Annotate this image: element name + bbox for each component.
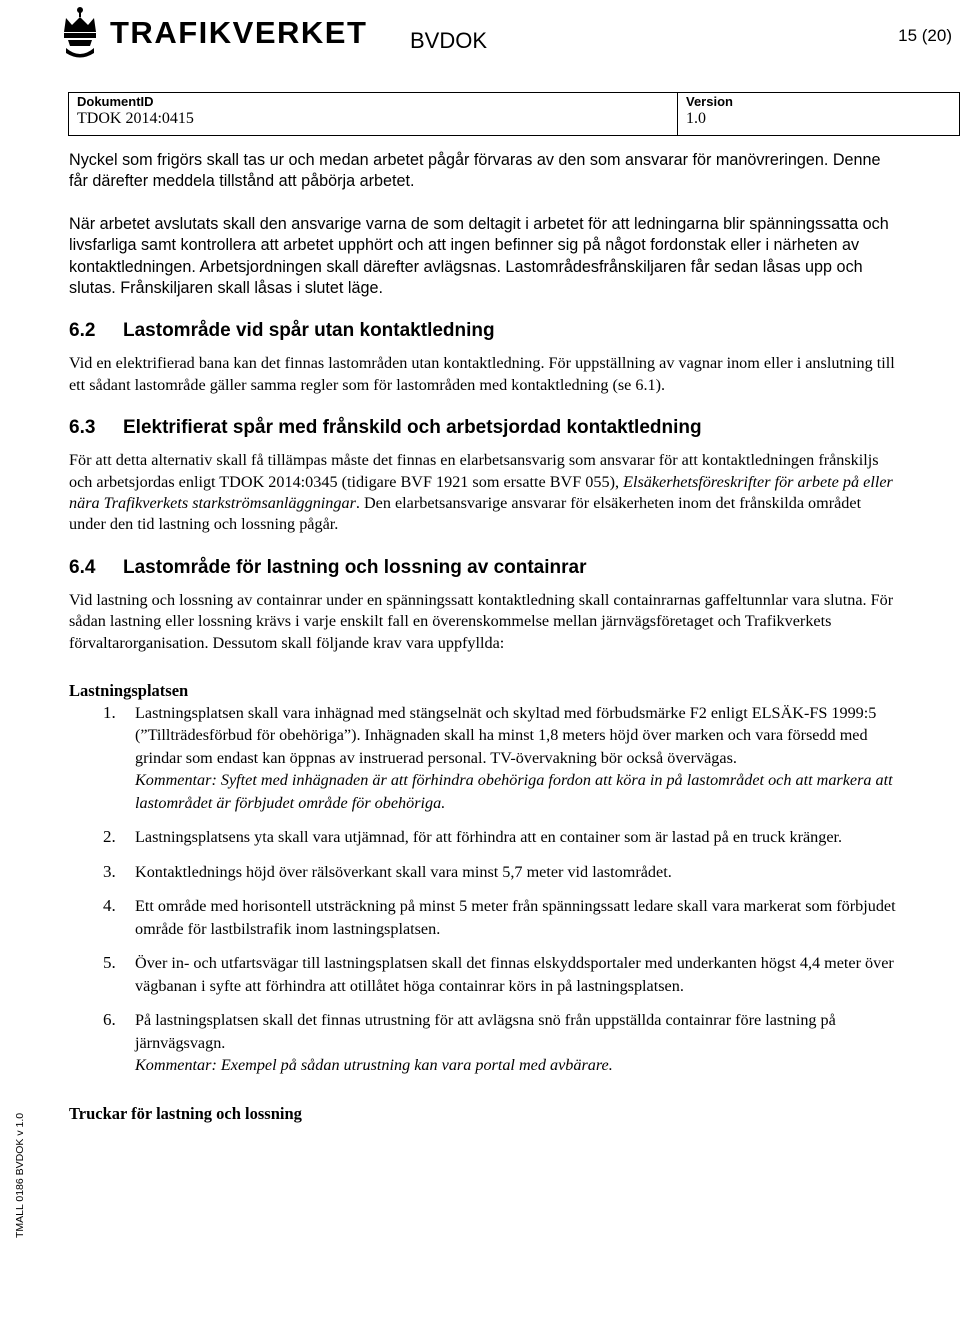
- version-value: 1.0: [686, 110, 706, 127]
- list-item-comment: Kommentar: Exempel på sådan utrustning kan vara portal med avbärare.: [135, 1056, 613, 1074]
- list-item-comment: Kommentar: Syftet med inhägnaden är att förhindra obehöriga fordon att köra in på lastområdet och att markera att lastområdet är förbjudet område för obehöriga.: [135, 771, 893, 812]
- regulation-title: Elsäkerhetsföreskrifter för arbete på eller nära Trafikverkets starkströmsanläggningar: [69, 472, 893, 513]
- trafikverket-logo: [60, 6, 367, 58]
- page-header: [0, 0, 960, 90]
- template-id: [10, 1100, 24, 1240]
- list-item: [69, 826, 899, 849]
- list-item-number: 2.: [103, 827, 116, 846]
- list-item-text: Ett område med horisontell utsträckning på minst 5 meter från spänningssatt ledare skall vara markerat som förbjudet område för lastbilstrafik inom lastningsplatsen.: [135, 897, 896, 938]
- section-heading-6-3: [69, 416, 899, 440]
- list-item: [69, 1009, 899, 1077]
- logo-text: TRAFIKVERKET: [110, 14, 368, 50]
- list-item-text: Över in- och utfartsvägar till lastningsplatsen skall det finnas elskyddsportaler med underkanten högst 4,4 meter över vägbanan i syfte att förhindra att otillåtet höga containrar körs in på lastningsplatsen.: [135, 954, 894, 995]
- body-text: . Den elarbetsansvarige ansvarar för elsäkerheten inom det frånskilda området under den tid lastning och lossning pågår.: [69, 494, 862, 534]
- section-title: Lastområde vid spår utan kontaktledning: [123, 320, 495, 342]
- list-item-number: 3.: [103, 861, 116, 881]
- list-item-text: Lastningsplatsens yta skall vara utjämnad, för att förhindra att en container som är lastad på en truck kränger.: [135, 828, 843, 846]
- list-item-number: 1.: [103, 702, 116, 722]
- section-heading-6-4: [69, 556, 899, 580]
- truckar-heading: Truckar för lastning och lossning: [69, 1103, 302, 1123]
- list-item-text: Kontaktlednings höjd över rälsöverkant skall vara minst 5,7 meter vid lastområdet.: [135, 862, 672, 881]
- lastningsplatsen-heading: Lastningsplatsen: [69, 681, 189, 701]
- list-item: [69, 895, 899, 940]
- list-item: [69, 702, 899, 815]
- list-item: [69, 861, 899, 884]
- version-label: Version: [686, 94, 733, 109]
- list-item-number: 5.: [103, 953, 116, 972]
- doc-id-cell: [69, 93, 678, 135]
- section-heading-6-2: [69, 319, 899, 343]
- crown-icon: [60, 6, 100, 58]
- intro-paragraph-1: Nyckel som frigörs skall tas ur och medan arbetet pågår förvaras av den som ansvarar för manövreringen. Denne får därefter meddela tillstånd att påbörja arbetet.: [69, 151, 881, 191]
- section-number: 6.3: [69, 417, 96, 439]
- document-body: [69, 150, 899, 1124]
- doc-id-value: TDOK 2014:0415: [77, 110, 194, 127]
- document-meta-table: [68, 92, 960, 136]
- intro-paragraph-2: När arbetet avslutats skall den ansvarige varna de som deltagit i arbetet för att ledningarna blir spänningssatta och livsfarliga samt kontrollera att arbetet upphört och att ingen befinner sig på något fordonstak eller i närheten av kontaktledningen. Arbetsjordningen skall därefter avlägsnas. Lastområdesfrånskiljaren får sedan låsas upp och slutas. Frånskiljaren skall låsas i slutet läge.: [69, 214, 889, 298]
- requirements-list: [69, 702, 899, 1077]
- section-6-4-body: Vid lastning och lossning av containrar under en spänningssatt kontaktledning skall containrarnas gaffeltunnlar vara slutna. För sådan lastning eller lossning krävs i varje enskilt fall en överenskommelse mellan järnvägsföretaget och Trafikverkets förvaltarorganisation. Dessutom skall följande krav vara uppfyllda:: [69, 590, 894, 652]
- list-item-text: Lastningsplatsen skall vara inhägnad med stängselnät och skyltad med förbudsmärke F2 enligt ELSÄK-FS 1999:5 (”Tillträdesförbud för obehöriga”). Inhägnaden skall ha minst 1,8 meters höjd över marken och vara försedd med grindar som endast kan öppnas av instruerad personal. TV-övervakning bör också övervägas.: [135, 703, 877, 767]
- section-number: 6.4: [69, 556, 96, 578]
- body-text: För att detta alternativ skall få tillämpas måste det finnas en elarbetsansvarig som ansvarar för att kontaktledningen frånskiljs och arbetsjordas enligt TDOK 2014:0345 (tidigare BVF 1921 som ersatte BVF 055),: [69, 451, 879, 491]
- section-6-3-body: [69, 450, 899, 536]
- list-item-number: 6.: [103, 1010, 116, 1029]
- template-id-text: TMALL 0186 BVDOK v 1.0: [14, 1112, 26, 1238]
- section-number: 6.2: [69, 320, 96, 342]
- list-item: [69, 952, 899, 997]
- section-title: Elektrifierat spår med frånskild och arbetsjordad kontaktledning: [123, 417, 702, 439]
- page-number: 15 (20): [898, 26, 952, 45]
- version-cell: [678, 93, 959, 135]
- list-item-number: 4.: [103, 896, 116, 915]
- section-6-2-body: Vid en elektrifierad bana kan det finnas lastområden utan kontaktledning. För uppställning av vagnar inom eller i anslutning till ett sådant lastområde gäller samma regler som för lastområden med kontaktledning (se 6.1).: [69, 354, 895, 394]
- doc-id-label: DokumentID: [77, 94, 154, 109]
- document-type: BVDOK: [410, 28, 488, 53]
- list-item-text: På lastningsplatsen skall det finnas utrustning för att avlägsna snö från uppställda containrar före lastning på järnvägsvagn.: [135, 1011, 836, 1052]
- section-title: Lastområde för lastning och lossning av containrar: [123, 556, 587, 578]
